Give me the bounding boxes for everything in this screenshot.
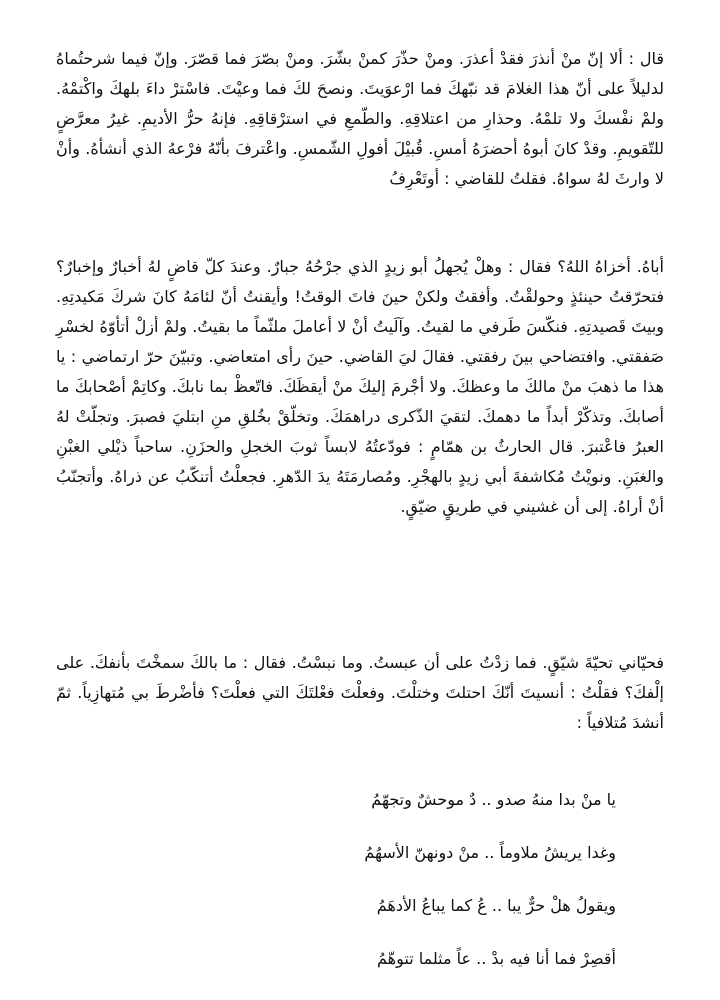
paragraph: أباهُ. أخزاهُ اللهُ؟ فقال : وهلْ يُجهلُ أبو زيدٍ الذي جرْحُهُ جبارٌ. وعندَ كلّ قاضٍ لهُ أخبارٌ وإخبارٌ؟ فتحرّقتُ حينئذٍ وحولقْتُ. وأفقتُ ولكنْ حينَ فاتَ الوقتُ! وأيقنتُ أنّ لئامَهُ كانَ شركَ مَكيدتِهِ. وبيتَ قَصيدتِهِ. فنكّسَ طَرفي ما لقيتُ. وآلَيتُ أنْ لا أعاملَ ملثّماً ما بقيتُ. ولمْ أزلْ أتأوّهُ لخسْرِ صَفقتي. وافتضاحي بينَ رفقتي. فقالَ ليَ القاضي. حينَ رأى امتعاضي. وتبيّنَ حرّ ارتماضي : يا هذا ما ذهبَ منْ مالكَ ما وعظكَ. ولا أجْرمَ إليكَ منْ أيقظَكَ. فاتّعظْ بما نابكَ. وكاتِمْ أصْحابكَ ما أصابكَ. وتذكّرْ أبداً ما دهمكَ. لتقيَ الذّكرى دراهمَكَ. وتخلّقْ بخُلقِ منِ ابتليَ فصبرَ. وتجلّتْ لهُ العبرُ فاعْتبرَ. قال الحارثُ بن همّامٍ : فودّعتُهُ لابساً ثوبَ الخجلِ والحزَنِ. ساحباً ذيْلي الغبْنِ والغبَنِ. ونويْتُ مُكاشفةَ أبي زيدٍ بالهجْرِ. ومُصارمَتَهُ يدَ الدّهرِ. فجعلْتُ أتنكّبُ عن ذراهُ. وأتجنّبُ أنْ أراهُ. إلى أن غشيني في طريقٍ ضيّقٍ.	[56, 257, 664, 516]
poem-verses	[56, 785, 616, 997]
paragraph: فحيّاني تحيّةَ شيّقٍ. فما زدْتُ على أن عبستُ. وما نبسْتُ. فقال : ما بالكَ سمخْتَ بأنفكَ. على إلْفكَ؟ فقلْتُ : أنسيتَ أنّكَ احتلتَ وختلْتَ. وفعلْتَ فعْلتَكَ التي فعلْتَ؟ فأضْرطَ بي مُتهازِياً. ثمّ أنشدَ مُتلافياً :	[56, 653, 664, 732]
verse-line: وغدا يريشُ ملاوماً .. منْ دونهنّ الأسهُمُ	[364, 843, 616, 862]
verse-line: يا منْ بدا منهُ صدو .. دٌ موحشٌ وتجهّمُ	[371, 790, 616, 809]
verse-line: ويقولُ هلْ حرٌّ يبا .. عُ كما يباعُ الأدهَمُ	[376, 896, 616, 915]
paragraph: قال : ألا إنّ منْ أنذرَ فقدْ أعذرَ. ومنْ حذّرَ كمنْ بشّرَ. ومنْ بصّرَ فما قصّرَ. وإنّ فيما شرحتُماهُ لدليلاً على أنّ هذا الغلامَ قد نبّهكَ فما ارْعوَيتَ. ونصحَ لكَ فما وعيْتَ. فاسْترْ داءَ بلهكَ واكْتمْهُ. ولمْ نفْسكَ ولا تلمْهُ. وحذارِ من اعتلاقِهِ. والطّمعِ في استرْقاقِهِ. فإنهُ حرُّ الأديمِ. غيرُ معرَّضٍ للتّقويمِ. وقدْ كانَ أبوهُ أحضرَهُ أمسِ. قُبيْلَ أفولِ الشّمسِ. واعْترفَ بأنّهُ فرْعهُ الذي أنشأهُ. وأنْ لا وارثَ لهُ سواهُ. فقلتُ للقاضي : أوتَعْرِفُ	[56, 49, 664, 188]
verse-line: أقصِرْ فما أنا فيه بدْ .. عاً مثلما تتوهّمُ	[377, 949, 616, 968]
